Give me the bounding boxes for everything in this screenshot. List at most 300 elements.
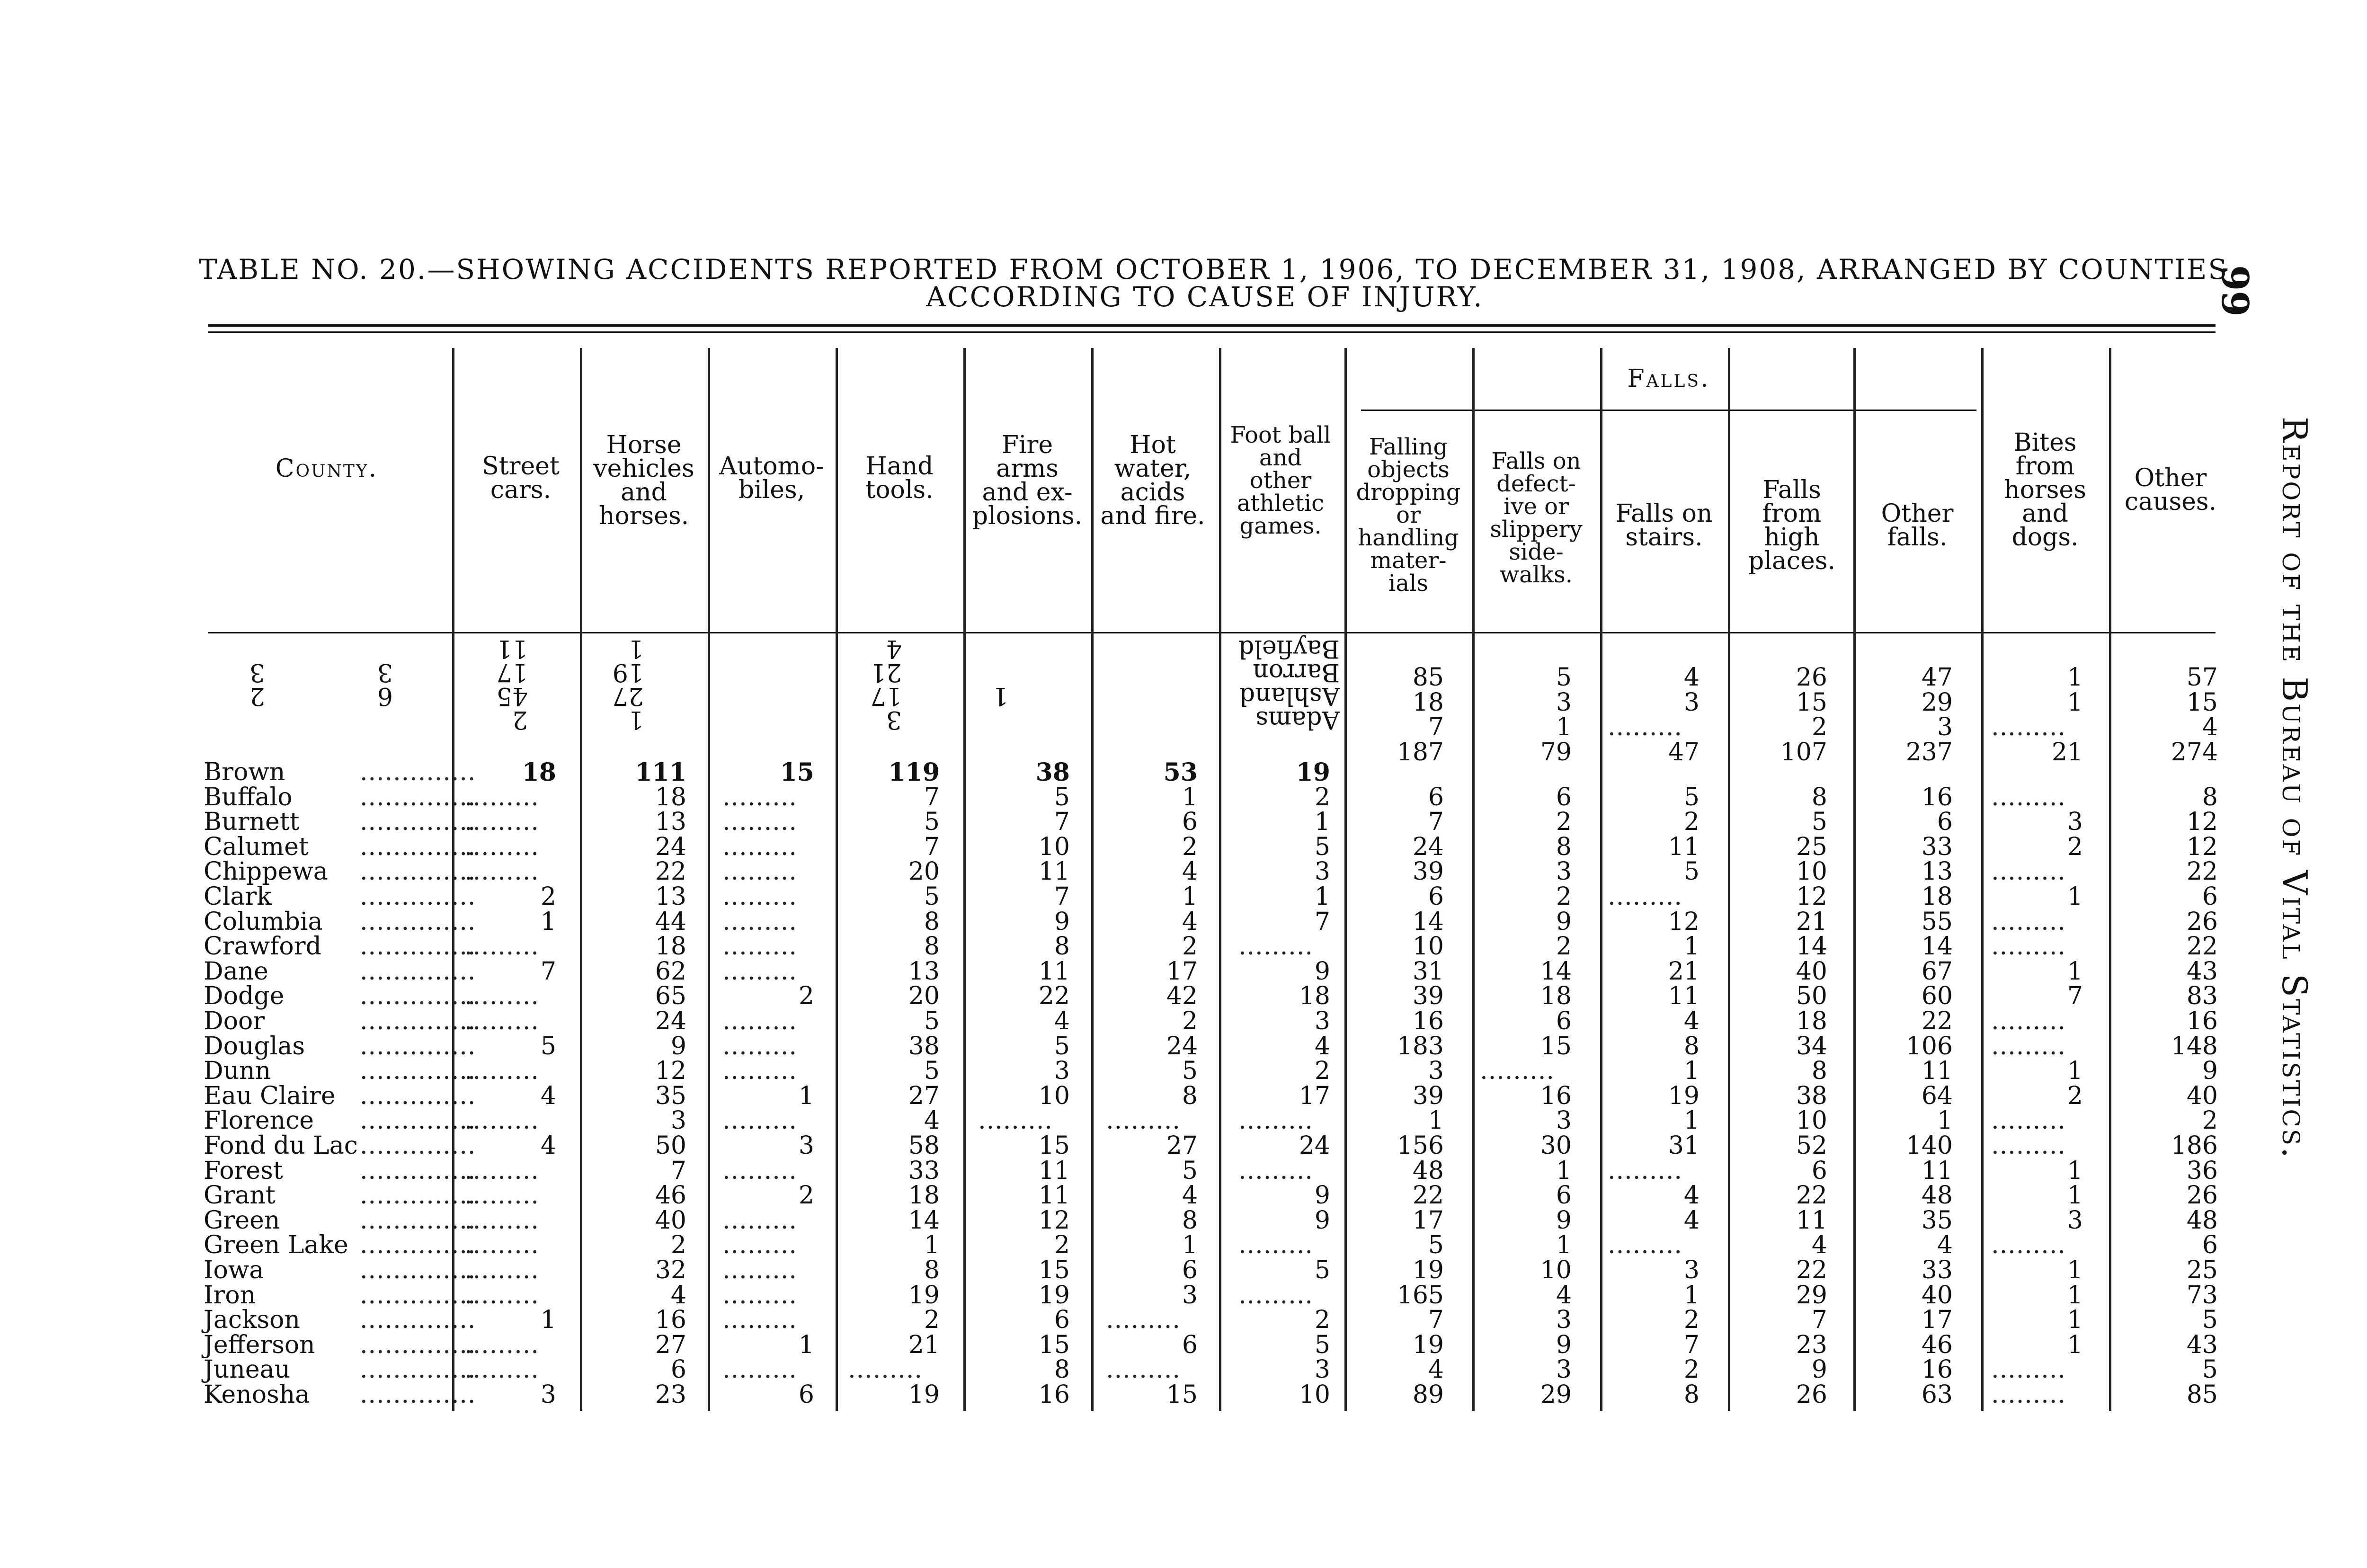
table-cell: 3 — [1182, 1281, 1198, 1310]
leader-dots: .............. — [360, 1131, 476, 1160]
leader-dots: .............. — [360, 1032, 476, 1060]
table-cell: 22 — [1796, 1256, 1827, 1284]
table-row — [0, 1183, 2225, 1208]
table-cell: 8 — [1811, 783, 1827, 811]
table-cell: 26 — [2186, 907, 2218, 936]
table-row — [0, 1283, 2225, 1308]
county-name: Brown — [204, 758, 285, 786]
table-cell: 9 — [1054, 907, 1070, 936]
table-cell: ......... — [1991, 1131, 2066, 1160]
table-cell: 12 — [1038, 1206, 1070, 1235]
table-cell: 17 — [1299, 1081, 1330, 1110]
table-cell: 6 — [1054, 1306, 1070, 1335]
table-cell: 16 — [1921, 1355, 1953, 1384]
table-cell: 48 — [1921, 1181, 1953, 1210]
county-name: Clark — [204, 882, 272, 911]
table-cell: 6 — [1556, 1181, 1572, 1210]
table-cell: 40 — [1796, 957, 1827, 986]
table-cell: 35 — [1921, 1206, 1953, 1235]
inverted-cell: 3 — [886, 705, 902, 734]
table-cell: 4 — [1428, 1355, 1444, 1384]
table-cell: ......... — [722, 783, 797, 811]
table-cell: 15 — [1796, 688, 1827, 717]
inverted-cell: Adams — [1255, 705, 1340, 734]
table-cell: 35 — [655, 1081, 686, 1110]
table-cell: 21 — [908, 1330, 940, 1359]
table-cell: 58 — [908, 1131, 940, 1160]
table-cell: 1 — [2067, 1256, 2083, 1284]
header-county: County. — [275, 454, 378, 483]
table-cell: 1 — [2067, 1330, 2083, 1359]
table-cell: 63 — [1921, 1381, 1953, 1409]
table-cell: 8 — [1182, 1206, 1198, 1235]
table-cell: ......... — [464, 1281, 539, 1310]
table-cell: 6 — [1182, 808, 1198, 837]
table-cell: 9 — [1314, 1181, 1330, 1210]
table-cell: 4 — [1182, 907, 1198, 936]
table-cell: 18 — [655, 932, 686, 961]
table-cell: 2 — [798, 1181, 814, 1210]
table-cell: 4 — [2202, 713, 2218, 742]
table-cell: ......... — [722, 932, 797, 961]
table-cell: 47 — [1921, 663, 1953, 692]
county-name: Florence — [204, 1106, 314, 1135]
table-cell: ......... — [722, 1355, 797, 1384]
table-cell: ......... — [464, 982, 539, 1011]
table-cell: 12 — [1796, 882, 1827, 911]
table-cell: 5 — [1428, 1231, 1444, 1260]
leader-dots: .............. — [360, 1156, 476, 1185]
table-cell: 1 — [1314, 882, 1330, 911]
leader-dots: .............. — [360, 932, 476, 961]
table-cell: 25 — [1796, 832, 1827, 861]
table-cell: 186 — [2171, 1131, 2218, 1160]
county-name: Dunn — [204, 1057, 271, 1086]
table-cell: 1 — [924, 1231, 940, 1260]
table-cell: 33 — [1921, 1256, 1953, 1284]
table-cell: 8 — [2202, 783, 2218, 811]
table-cell: ......... — [722, 1231, 797, 1260]
header-street-cars: Street cars. — [482, 452, 560, 504]
table-row — [0, 1034, 2225, 1059]
table-cell: 1 — [2067, 957, 2083, 986]
table-cell: 6 — [670, 1355, 686, 1384]
table-cell: 3 — [1556, 1106, 1572, 1135]
table-cell: 22 — [1412, 1181, 1444, 1210]
table-cell: 16 — [1540, 1081, 1572, 1110]
header-other-causes: Other causes. — [2124, 464, 2217, 516]
table-cell: 2 — [540, 882, 556, 911]
table-cell: 1 — [1428, 1106, 1444, 1135]
county-name: Eau Claire — [204, 1081, 336, 1110]
table-cell: 3 — [1556, 688, 1572, 717]
table-cell: 7 — [540, 957, 556, 986]
table-cell: 39 — [1412, 857, 1444, 886]
table-cell: 46 — [655, 1181, 686, 1210]
table-cell: ......... — [978, 1106, 1053, 1135]
table-cell: 19 — [1412, 1256, 1444, 1284]
table-cell: 183 — [1397, 1032, 1444, 1060]
table-cell: ......... — [1991, 1231, 2066, 1260]
header-falling-objects: Falling objects dropping or handling mater- ials — [1356, 434, 1461, 597]
header-falls-high: Falls from high places. — [1748, 476, 1836, 575]
table-cell: ......... — [464, 1256, 539, 1284]
table-cell: 5 — [1054, 783, 1070, 811]
table-cell: 43 — [2186, 957, 2218, 986]
table-cell: 3 — [798, 1131, 814, 1160]
table-cell: 140 — [1905, 1131, 1953, 1160]
table-cell: 9 — [1811, 1355, 1827, 1384]
table-cell: 18 — [1921, 882, 1953, 911]
table-cell: ......... — [722, 1206, 797, 1235]
inverted-cell: 6 — [377, 682, 393, 710]
county-name: Forest — [204, 1156, 283, 1185]
table-cell: 55 — [1921, 907, 1953, 936]
table-cell: 3 — [1314, 1007, 1330, 1035]
table-cell: ......... — [464, 783, 539, 811]
table-cell: 19 — [1038, 1281, 1070, 1310]
table-cell: 38 — [1035, 758, 1070, 787]
table-cell: ......... — [722, 1032, 797, 1060]
table-cell: 4 — [1811, 1231, 1827, 1260]
table-cell: 8 — [1683, 1032, 1700, 1060]
table-cell: 19 — [908, 1381, 940, 1409]
table-cell: 4 — [1182, 857, 1198, 886]
table-cell: ......... — [464, 832, 539, 861]
table-cell: ......... — [1991, 1106, 2066, 1135]
table-cell: 16 — [1921, 783, 1953, 811]
table-cell: 10 — [1412, 932, 1444, 961]
table-cell: 2 — [1683, 808, 1700, 837]
table-cell: ......... — [722, 1306, 797, 1335]
table-cell: 5 — [540, 1032, 556, 1060]
table-cell: 1 — [1683, 1281, 1700, 1310]
header-bites: Bites from horses and dogs. — [2004, 428, 2086, 552]
table-cell: 18 — [1412, 688, 1444, 717]
table-cell: 42 — [1166, 982, 1198, 1011]
table-row — [0, 984, 2225, 1009]
table-cell: 22 — [2186, 857, 2218, 886]
table-cell: 7 — [1428, 1306, 1444, 1335]
table-cell: 14 — [1540, 957, 1572, 986]
table-cell: 44 — [655, 907, 686, 936]
page-number: 99 — [2213, 265, 2256, 317]
table-cell: 1 — [1937, 1106, 1953, 1135]
table-cell: 3 — [1428, 1057, 1444, 1086]
table-cell: 17 — [1412, 1206, 1444, 1235]
table-cell: 11 — [1668, 832, 1700, 861]
table-cell: 1 — [1683, 1057, 1700, 1086]
table-cell: 62 — [655, 957, 686, 986]
table-cell: 2 — [1314, 1057, 1330, 1086]
table-cell: 16 — [1038, 1381, 1070, 1409]
leader-dots: .............. — [360, 982, 476, 1011]
table-cell: 73 — [2186, 1281, 2218, 1310]
county-name: Calumet — [204, 832, 309, 861]
table-cell: 8 — [924, 1256, 940, 1284]
table-cell: 15 — [1540, 1032, 1572, 1060]
leader-dots: .............. — [360, 1231, 476, 1260]
table-cell: 4 — [1937, 1231, 1953, 1260]
leader-dots: .............. — [360, 882, 476, 911]
county-name: Iron — [204, 1281, 256, 1310]
table-cell: 165 — [1397, 1281, 1444, 1310]
county-name: Grant — [204, 1181, 276, 1210]
table-row — [0, 665, 2225, 690]
table-cell: 14 — [908, 1206, 940, 1235]
table-cell: 21 — [2051, 738, 2083, 766]
header-hot-water: Hot water, acids and fire. — [1100, 431, 1205, 530]
table-cell: 1 — [798, 1081, 814, 1110]
table-cell: 1 — [1556, 1231, 1572, 1260]
table-cell: 5 — [1683, 857, 1700, 886]
table-row — [0, 1382, 2225, 1408]
table-cell: 5 — [2202, 1355, 2218, 1384]
leader-dots: .............. — [360, 758, 476, 786]
table-cell: ......... — [1238, 1231, 1313, 1260]
leader-dots: .............. — [360, 1281, 476, 1310]
table-cell: ......... — [1991, 1355, 2066, 1384]
table-cell: 5 — [2202, 1306, 2218, 1335]
table-cell: 1 — [1182, 783, 1198, 811]
header-football: Foot ball and other athletic games. — [1230, 422, 1331, 539]
table-cell: 18 — [1299, 982, 1330, 1011]
table-cell: 14 — [1796, 932, 1827, 961]
table-cell: 2 — [670, 1231, 686, 1260]
table-row — [0, 1330, 2225, 1359]
table-cell: 11 — [1038, 857, 1070, 886]
table-cell: 11 — [1668, 982, 1700, 1011]
table-cell: 19 — [1668, 1081, 1700, 1110]
table-cell: 16 — [1412, 1007, 1444, 1035]
table-cell: 10 — [1038, 832, 1070, 861]
table-cell: 31 — [1668, 1131, 1700, 1160]
table-cell: 65 — [655, 982, 686, 1011]
county-name: Jackson — [204, 1306, 300, 1335]
inverted-cell: 21 — [870, 658, 902, 686]
county-name: Kenosha — [204, 1381, 310, 1409]
table-cell: ......... — [1991, 1007, 2066, 1035]
table-cell: 6 — [798, 1381, 814, 1409]
inverted-cell: 2 — [249, 682, 265, 710]
table-cell: 13 — [655, 808, 686, 837]
leader-dots: .............. — [360, 1206, 476, 1235]
table-cell: 3 — [1556, 1306, 1572, 1335]
table-cell: ......... — [722, 957, 797, 986]
table-row — [0, 760, 2225, 785]
table-cell: 237 — [1905, 738, 1953, 766]
table-cell: 23 — [1796, 1330, 1827, 1359]
leader-dots: .............. — [360, 957, 476, 986]
table-cell: 26 — [1796, 663, 1827, 692]
leader-dots: .............. — [360, 1256, 476, 1284]
table-cell: 29 — [1796, 1281, 1827, 1310]
table-cell: 2 — [1314, 783, 1330, 811]
table-cell: 3 — [1683, 688, 1700, 717]
table-cell: 50 — [1796, 982, 1827, 1011]
table-row — [0, 1081, 2225, 1110]
table-cell: 11 — [1921, 1057, 1953, 1086]
leader-dots: .............. — [360, 783, 476, 811]
table-cell: 1 — [1182, 1231, 1198, 1260]
table-cell: 4 — [1054, 1007, 1070, 1035]
table-cell: 11 — [1921, 1156, 1953, 1185]
county-name: Chippewa — [204, 857, 328, 886]
table-cell: ......... — [464, 1057, 539, 1086]
table-cell: 3 — [1054, 1057, 1070, 1086]
table-cell: 21 — [1668, 957, 1700, 986]
table-cell: 53 — [1163, 758, 1198, 787]
table-cell: ......... — [464, 1330, 539, 1359]
table-cell: ......... — [1991, 932, 2066, 961]
table-row — [0, 934, 2225, 959]
table-cell: 1 — [2067, 1156, 2083, 1185]
inverted-cell: 3 — [249, 658, 265, 686]
table-cell: ......... — [1238, 1156, 1313, 1185]
header-falls-stairs: Falls on stairs. — [1615, 499, 1713, 552]
table-cell: 10 — [1038, 1081, 1070, 1110]
table-row — [0, 785, 2225, 810]
table-cell: 1 — [1683, 1106, 1700, 1135]
table-cell: ......... — [1106, 1355, 1181, 1384]
table-cell: 9 — [1556, 1330, 1572, 1359]
table-cell: ......... — [1608, 1231, 1682, 1260]
header-falls-sidewalks: Falls on defect- ive or slippery side- walks. — [1490, 448, 1583, 588]
table-row — [0, 1133, 2225, 1158]
table-cell: 79 — [1540, 738, 1572, 766]
table-cell: 5 — [924, 808, 940, 837]
table-cell: ......... — [464, 1355, 539, 1384]
leader-dots: .............. — [360, 1355, 476, 1384]
table-cell: 2 — [2067, 1081, 2083, 1110]
table-cell: 7 — [1314, 907, 1330, 936]
table-cell: 11 — [1038, 1181, 1070, 1210]
leader-dots: .............. — [360, 1106, 476, 1135]
table-cell: 6 — [1556, 1007, 1572, 1035]
table-cell: 2 — [924, 1306, 940, 1335]
table-cell: 107 — [1780, 738, 1827, 766]
table-cell: 3 — [1556, 1355, 1572, 1384]
table-cell: 5 — [1182, 1156, 1198, 1185]
table-cell: 3 — [2067, 1206, 2083, 1235]
table-cell: 29 — [1540, 1381, 1572, 1409]
county-name: Juneau — [204, 1355, 291, 1384]
table-cell: ......... — [722, 1281, 797, 1310]
table-cell: 48 — [2186, 1206, 2218, 1235]
table-row — [0, 1233, 2225, 1258]
table-row — [0, 859, 2225, 884]
table-cell: 106 — [1905, 1032, 1953, 1060]
table-cell: 1 — [2067, 688, 2083, 717]
table-cell: 16 — [2186, 1007, 2218, 1035]
table-cell: 5 — [1314, 832, 1330, 861]
county-name: Fond du Lac — [204, 1131, 358, 1160]
table-cell: 1 — [2067, 1306, 2083, 1335]
table-cell: 4 — [670, 1281, 686, 1310]
table-cell: 4 — [1683, 1181, 1700, 1210]
table-cell: 22 — [655, 857, 686, 886]
table-cell: 15 — [1038, 1256, 1070, 1284]
table-cell: 31 — [1412, 957, 1444, 986]
table-row — [0, 959, 2225, 984]
table-cell: 10 — [1299, 1381, 1330, 1409]
table-cell: 26 — [1796, 1381, 1827, 1409]
table-cell: 7 — [1428, 713, 1444, 742]
table-cell: 8 — [1182, 1081, 1198, 1110]
table-cell: 25 — [2186, 1256, 2218, 1284]
table-cell: 4 — [1683, 1206, 1700, 1235]
table-cell: 64 — [1921, 1081, 1953, 1110]
table-cell: 15 — [780, 758, 814, 787]
table-cell: 10 — [1540, 1256, 1572, 1284]
table-cell: ......... — [464, 1156, 539, 1185]
table-cell: 17 — [1921, 1306, 1953, 1335]
table-cell: 111 — [635, 758, 686, 787]
table-cell: 19 — [1412, 1330, 1444, 1359]
header-horse-vehicles: Horse vehicles and horses. — [593, 431, 694, 530]
table-cell: 6 — [1182, 1256, 1198, 1284]
inverted-cell: 11 — [496, 634, 528, 663]
leader-dots: .............. — [360, 907, 476, 936]
table-cell: ......... — [848, 1355, 923, 1384]
table-cell: 2 — [1556, 882, 1572, 911]
table-cell: 8 — [1054, 1355, 1070, 1384]
table-cell: 12 — [2186, 832, 2218, 861]
top-rule-thin — [208, 331, 2216, 333]
table-row — [0, 1208, 2225, 1233]
table-row — [0, 1009, 2225, 1034]
table-cell: 7 — [924, 832, 940, 861]
table-cell: ......... — [722, 1057, 797, 1086]
table-cell: ......... — [722, 1256, 797, 1284]
table-cell: 24 — [1412, 832, 1444, 861]
header-fire-arms: Fire arms and ex- plosions. — [972, 431, 1083, 530]
table-cell: 19 — [1296, 758, 1330, 787]
table-cell: 4 — [540, 1131, 556, 1160]
table-cell: 10 — [1796, 857, 1827, 886]
table-cell: 4 — [1314, 1032, 1330, 1060]
table-cell: 6 — [1428, 882, 1444, 911]
county-name: Burnett — [204, 808, 300, 837]
table-cell: 15 — [2186, 688, 2218, 717]
table-cell: ......... — [722, 832, 797, 861]
table-cell: 38 — [908, 1032, 940, 1060]
table-cell: 2 — [1683, 1355, 1700, 1384]
table-row — [0, 1158, 2225, 1184]
table-cell: 26 — [2186, 1181, 2218, 1210]
table-cell: 8 — [1556, 832, 1572, 861]
table-cell: ......... — [464, 808, 539, 837]
leader-dots: .............. — [360, 857, 476, 886]
table-row — [0, 1357, 2225, 1382]
county-name: Douglas — [204, 1032, 305, 1060]
table-cell: 3 — [540, 1381, 556, 1409]
table-cell: 29 — [1921, 688, 1953, 717]
inverted-cell: Bayfield — [1238, 634, 1340, 663]
table-cell: 3 — [1314, 857, 1330, 886]
table-row — [0, 1108, 2225, 1133]
table-cell: 34 — [1796, 1032, 1827, 1060]
header-automobiles: Automo- biles, — [719, 452, 824, 504]
table-cell: 7 — [1054, 808, 1070, 837]
table-cell: 46 — [1921, 1330, 1953, 1359]
table-cell: 6 — [1556, 783, 1572, 811]
table-cell: 38 — [1796, 1081, 1827, 1110]
table-cell: ......... — [464, 1206, 539, 1235]
table-cell: 16 — [655, 1306, 686, 1335]
table-cell: 40 — [1921, 1281, 1953, 1310]
table-cell: 4 — [1683, 663, 1700, 692]
